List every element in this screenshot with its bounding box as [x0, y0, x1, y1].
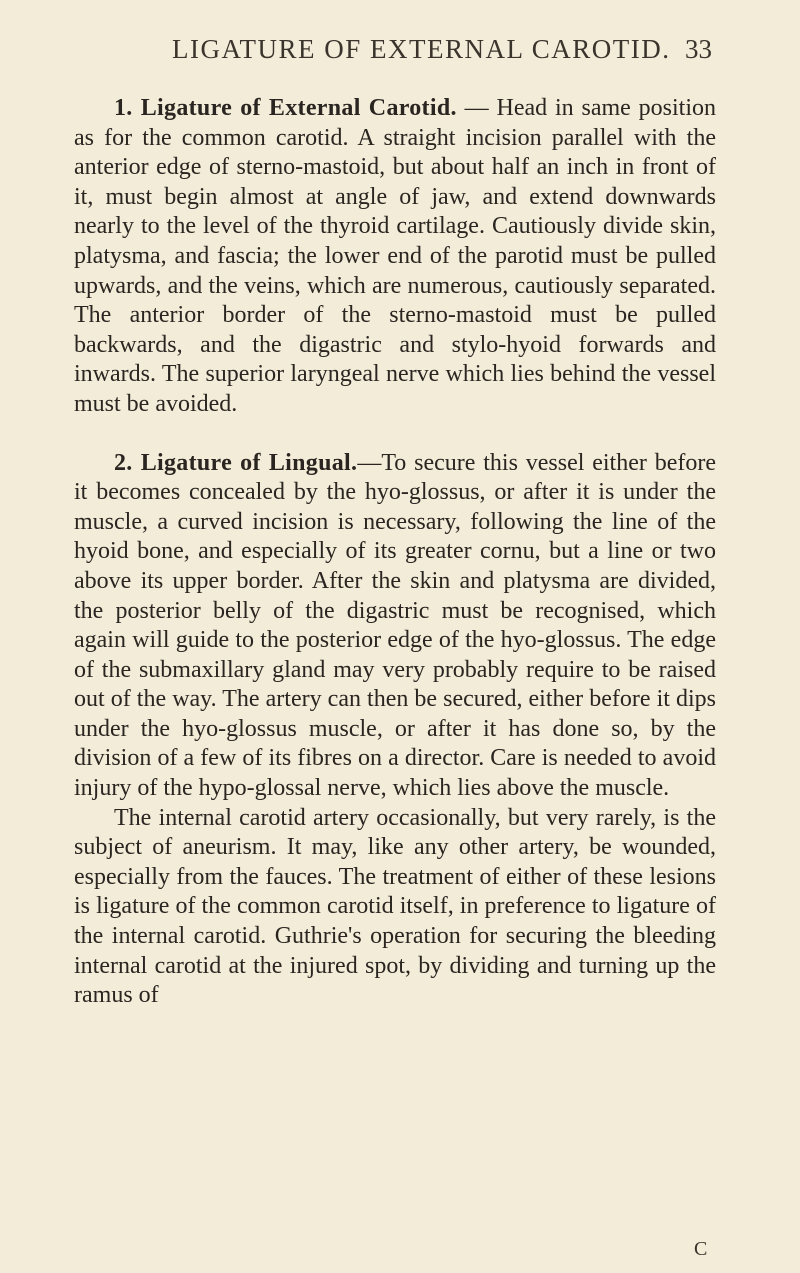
page-number: 33	[685, 34, 712, 64]
signature-mark: C	[694, 1238, 708, 1260]
section-heading-lingual: 2. Ligature of Lingual.	[114, 449, 358, 476]
paragraph-internal-carotid	[74, 804, 716, 1011]
paragraph-text: The internal carotid artery occasionally, but very rarely, is the subject of aneurism. It may, like any other artery, be wounded, especially from the fauces. The treatment of either of these lesions is ligature of the common carotid itself, in preference to ligature of the internal carotid. Guthrie's operation for securing the bleeding internal carotid at the injured spot, by dividing and turning up the ramus of	[74, 804, 716, 1009]
paragraph-text: — Head in same position as for the common carotid. A straight incision parallel with the anterior edge of sterno-mastoid, but about half an inch in front of it, must begin almost at angle of jaw, and extend downwards nearly to the level of the thyroid cartilage. Cautiously divide skin, platysma, and fascia; the lower end of the parotid must be pulled upwards, and the veins, which are numerous, cautiously separated. The anterior border of the sterno-mastoid must be pulled backwards, and the digastric and stylo-hyoid forwards and inwards. The superior laryngeal nerve which lies behind the vessel must be avoided.	[74, 95, 717, 417]
paragraph-lingual	[74, 449, 716, 804]
paragraph-text: —To secure this vessel either before it becomes concealed by the hyo-glossus, or after it is under the muscle, a curved incision is necessary, following the line of the hyoid bone, and especially of its greater cornu, but a line or two above its upper border. After the skin and platysma are divided, the posterior belly of the digastric must be recognised, which again will guide to the posterior edge of the hyo-glossus. The edge of the submaxillary gland may very probably require to be raised out of the way. The artery can then be secured, either before it dips under the hyo-glossus muscle, or after it has done so, by the division of a few of its fibres on a director. Care is needed to avoid injury of the hypo-glossal nerve, which lies above the muscle.	[74, 449, 716, 802]
section-heading-external-carotid: 1. Ligature of External Carotid.	[114, 95, 457, 121]
running-head	[112, 34, 712, 74]
running-title: LIGATURE OF EXTERNAL CAROTID.	[172, 34, 671, 64]
body-text	[74, 94, 716, 1011]
paragraph-external-carotid	[74, 94, 716, 420]
